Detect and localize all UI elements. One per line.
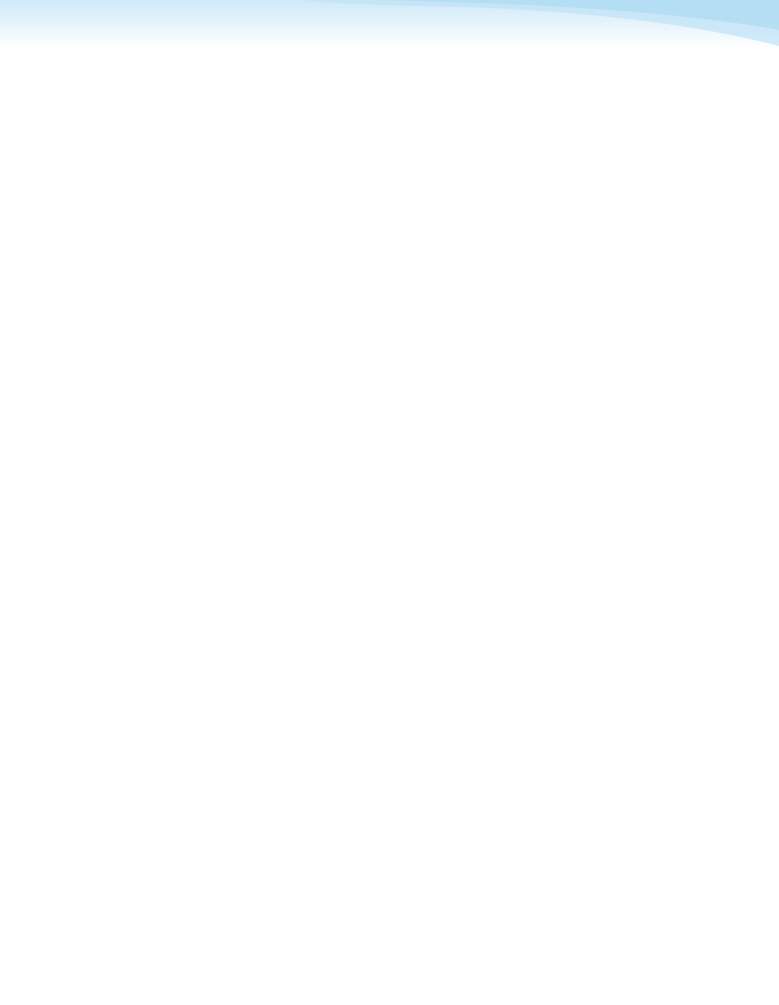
watermark-logo <box>88 858 338 968</box>
part-6-heading <box>55 80 385 143</box>
rainbow-book-icon <box>248 858 328 906</box>
part-7-heading <box>55 634 385 655</box>
part-8-heading <box>407 80 737 101</box>
part-9-heading <box>407 441 737 483</box>
header-wave-decoration <box>300 0 779 60</box>
